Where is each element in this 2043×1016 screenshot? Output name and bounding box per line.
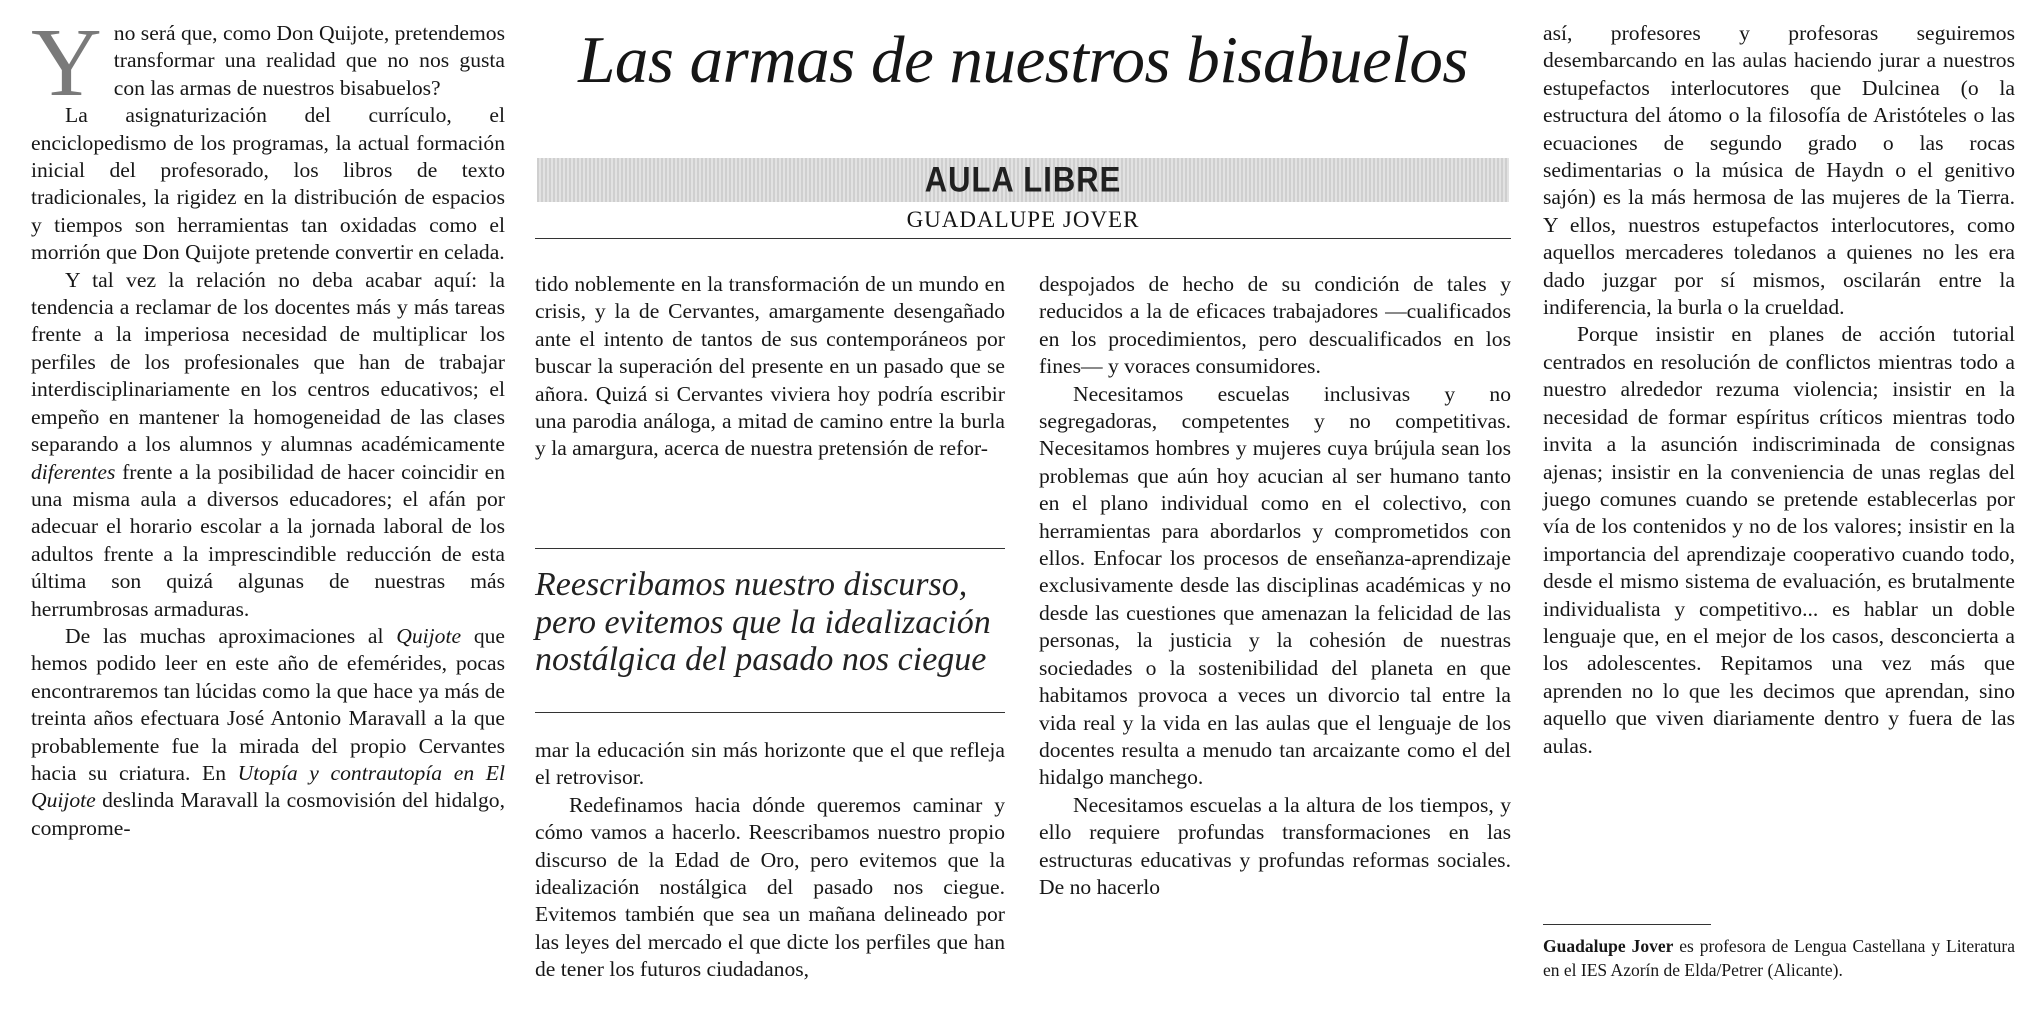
author-byline: GUADALUPE JOVER bbox=[906, 207, 1140, 232]
headline: Las armas de nuestros bisabuelos bbox=[578, 23, 1468, 97]
article-column-2-bottom bbox=[535, 737, 1005, 984]
drop-cap: Y bbox=[31, 9, 102, 117]
section-label: AULA LIBRE bbox=[924, 159, 1122, 200]
divider bbox=[535, 712, 1005, 713]
article-column-1 bbox=[31, 9, 505, 842]
bio-divider bbox=[1543, 924, 1711, 925]
paragraph: Y no será que, como Don Quijote, pretendemos transformar una realidad que no nos gusta con las armas de nuestros bisabuelos? bbox=[31, 9, 505, 117]
divider bbox=[535, 238, 1511, 239]
paragraph: tido noblemente en la transformación de un mundo en crisis, y la de Cervantes, amargamente desengañado ante el intento de tantos de sus contemporáneos por buscar la superación del presente en un pasado que se añora. Quizá si Cervantes viviera hoy podría escribir una parodia análoga, a mitad de camino entre la burla y la amargura, acerca de nuestra pretensión de refor- bbox=[535, 272, 1005, 461]
paragraph: Porque insistir en planes de acción tutorial centrados en resolución de conflictos mientras todo a nuestro alrededor rezuma violencia; insistir en la necesidad de formar espíritus críticos mientras todo invita a la asunción indiscriminada de consignas ajenas; insistir en la conveniencia de unas reglas del juego comunes cuando se pretende establecerlas por vía de los contenidos y no de los valores; insistir en la importancia del aprendizaje cooperativo cuando todo, desde el mismo sistema de evaluación, es brutalmente individualista y competitivo... es hablar un doble lenguaje que, en el mejor de los casos, desconcierta a los adolescentes. Repitamos una vez más que aprenden no lo que les decimos que aprendan, sino aquello que viven diariamente dentro y fuera de las aulas. bbox=[1543, 322, 2015, 758]
article-column-3 bbox=[1039, 271, 1511, 901]
pull-quote: Reescribamos nuestro discurso, pero evitemos que la idealización nostálgica del pasado nos ciegue bbox=[535, 566, 991, 678]
paragraph: Necesitamos escuelas a la altura de los tiempos, y ello requiere profundas transformaciones en las estructuras educativas y profundas reformas sociales. De no hacerlo bbox=[1039, 792, 1511, 899]
section-banner bbox=[537, 158, 1509, 202]
paragraph: De las muchas aproximaciones al Quijote que hemos podido leer en este año de efemérides, pocas encontraremos tan lúcidas como la que hace ya más de treinta años efectuara José Antonio Maravall a la que probablemente fue la mirada del propio Cervantes hacia su criatura. En Utopía y contrautopía en El Quijote deslinda Maravall la cosmovisión del hidalgo, comprome- bbox=[31, 623, 505, 840]
divider bbox=[535, 548, 1005, 549]
author-bio bbox=[1543, 934, 2015, 982]
paragraph: despojados de hecho de su condición de tales y reducidos a la de eficaces trabajadores —cualificados en los procedimientos, pero descualificados en los fines— y voraces consumidores. bbox=[1039, 272, 1511, 379]
bio-text: es profesora de Lengua Castellana y Literatura en el IES Azorín de Elda/Petrer (Alicante). bbox=[1543, 936, 2015, 980]
paragraph: Redefinamos hacia dónde queremos caminar y cómo vamos a hacerlo. Reescribamos nuestro propio discurso de la Edad de Oro, pero evitemos que la idealización nostálgica del pasado nos ciegue. Evitemos también que sea un mañana delineado por las leyes del mercado el que dicte los perfiles que han de tener los futuros ciudadanos, bbox=[535, 792, 1005, 982]
paragraph: así, profesores y profesoras seguiremos desembarcando en las aulas haciendo jurar a nuestros estupefactos interlocutores que Dulcinea (o la estructura del átomo o la filosofía de Aristóteles o las ecuaciones de segundo grado o las rocas sedimentarias o la música de Haydn o el genitivo sajón) es la más hermosa de las mujeres de la Tierra. Y ellos, nuestros estupefactos interlocutores, como aquellos mercaderes toledanos a quienes no les era dado juzgar por sí mismos, oscilarán entre la indiferencia, la burla o la crueldad. bbox=[1543, 21, 2015, 320]
article-column-4 bbox=[1543, 20, 2015, 760]
paragraph: La asignaturización del currículo, el enciclopedismo de los programas, la actual formación inicial del profesorado, los libros de texto tradicionales, la rigidez en la distribución de espacios y tiempos son herramientas tan oxidadas como el morrión que Don Quijote pretende convertir en celada. bbox=[31, 103, 505, 265]
paragraph: mar la educación sin más horizonte que el que refleja el retrovisor. bbox=[535, 738, 1005, 790]
paragraph: Necesitamos escuelas inclusivas y no segregadoras, competentes y no competitivas. Necesitamos hombres y mujeres cuya brújula sean los problemas que aún hoy acucian al ser humano tanto en el plano individual como en el colectivo, con herramientas para abordarlos y comprometidos con ellos. Enfocar los procesos de enseñanza-aprendizaje exclusivamente desde las disciplinas académicas y no desde las cuestiones que amenazan la felicidad de las personas, la justicia y la cohesión de nuestras sociedades o la sostenibilidad del planeta en que habitamos provoca a veces un divorcio tal entre la vida real y la vida en las aulas que el lenguaje de los docentes resulta a menudo tan arcaizante como el del hidalgo manchego. bbox=[1039, 381, 1511, 790]
paragraph: Y tal vez la relación no deba acabar aquí: la tendencia a reclamar de los docentes más y más tareas frente a la imperiosa necesidad de multiplicar los perfiles de los profesionales que han de trabajar interdisciplinariamente en los centros educativos; el empeño en mantener la homogeneidad de las clases separando a los alumnos y alumnas académicamente diferentes frente a la posibilidad de hacer coincidir en una misma aula a diversos educadores; el afán por adecuar el horario escolar a la jornada laboral de los adultos frente a la imprescindible reducción de esta última son quizá algunas de nuestras más herrumbrosas armaduras. bbox=[31, 267, 505, 621]
bio-author-name: Guadalupe Jover bbox=[1543, 936, 1674, 956]
article-column-2-top bbox=[535, 271, 1005, 463]
